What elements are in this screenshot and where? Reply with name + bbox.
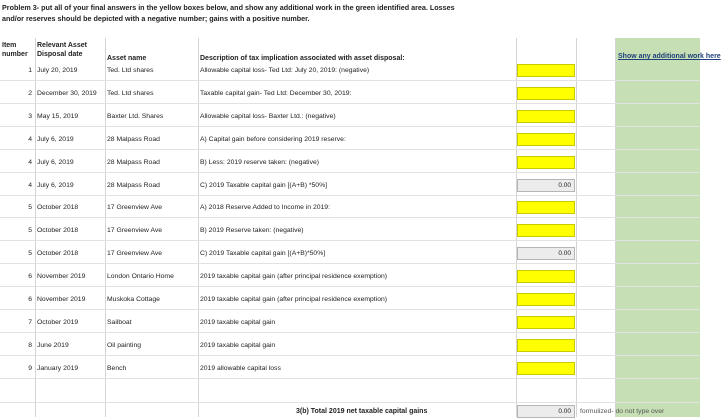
col-header-disposal-date: Disposal date bbox=[37, 51, 83, 58]
row-asset-name: Ted. Ltd shares bbox=[107, 67, 154, 74]
row-asset-name: Sailboat bbox=[107, 319, 132, 326]
row-divider bbox=[0, 355, 700, 356]
row-description: C) 2019 Taxable capital gain [(A+B)*50%] bbox=[200, 250, 326, 257]
row-asset-name: Muskoka Cottage bbox=[107, 296, 160, 303]
total-value: 0.00 bbox=[558, 408, 571, 415]
row-disposal-date: July 6, 2019 bbox=[37, 136, 74, 143]
answer-input-box[interactable] bbox=[517, 316, 575, 329]
answer-input-box[interactable] bbox=[517, 339, 575, 352]
row-item-number: 5 bbox=[28, 250, 32, 257]
row-asset-name: Oil painting bbox=[107, 342, 142, 349]
row-disposal-date: October 2018 bbox=[37, 204, 79, 211]
row-item-number: 6 bbox=[28, 296, 32, 303]
row-asset-name: 17 Greenview Ave bbox=[107, 250, 163, 257]
answer-input-box[interactable] bbox=[517, 133, 575, 146]
col-header-description: Description of tax implication associated with asset disposal: bbox=[200, 55, 405, 62]
row-disposal-date: October 2018 bbox=[37, 250, 79, 257]
row-item-number: 4 bbox=[28, 182, 32, 189]
row-asset-name: 28 Malpass Road bbox=[107, 136, 160, 143]
col-divider bbox=[615, 38, 616, 417]
row-asset-name: London Ontario Home bbox=[107, 273, 174, 280]
row-divider bbox=[0, 286, 700, 287]
col-header-asset: Relevant Asset bbox=[37, 42, 87, 49]
row-description: 2019 taxable capital gain bbox=[200, 319, 276, 326]
answer-value: 0.00 bbox=[558, 182, 571, 189]
additional-work-area[interactable] bbox=[616, 38, 721, 417]
row-item-number: 5 bbox=[28, 227, 32, 234]
total-value-box bbox=[517, 405, 575, 418]
row-item-number: 4 bbox=[28, 159, 32, 166]
answer-input-box[interactable] bbox=[517, 87, 575, 100]
row-description: 2019 taxable capital gain (after principal residence exemption) bbox=[200, 296, 388, 303]
row-divider bbox=[0, 172, 700, 173]
row-description: Allowable capital loss- Baxter Ltd.: (negative) bbox=[200, 113, 336, 120]
row-asset-name: Ted. Ltd shares bbox=[107, 90, 154, 97]
row-item-number: 6 bbox=[28, 273, 32, 280]
row-description: Allowable capital loss- Ted Ltd: July 20, 2019: (negative) bbox=[200, 67, 370, 74]
row-description: 2019 taxable capital gain (after principal residence exemption) bbox=[200, 273, 388, 280]
row-item-number: 9 bbox=[28, 365, 32, 372]
row-description: B) 2019 Reserve taken: (negative) bbox=[200, 227, 304, 234]
row-divider bbox=[0, 217, 700, 218]
row-disposal-date: July 6, 2019 bbox=[37, 182, 74, 189]
row-item-number: 1 bbox=[28, 67, 32, 74]
row-divider bbox=[0, 240, 700, 241]
row-divider bbox=[0, 263, 700, 264]
row-disposal-date: May 15, 2019 bbox=[37, 113, 79, 120]
row-disposal-date: January 2019 bbox=[37, 365, 79, 372]
row-asset-name: Bench bbox=[107, 365, 127, 372]
col-divider bbox=[576, 38, 577, 417]
row-disposal-date: July 20, 2019 bbox=[37, 67, 78, 74]
row-divider bbox=[0, 378, 700, 379]
answer-input-box[interactable] bbox=[517, 64, 575, 77]
row-item-number: 2 bbox=[28, 90, 32, 97]
answer-input-box[interactable] bbox=[517, 293, 575, 306]
row-divider bbox=[0, 402, 700, 403]
row-asset-name: 17 Greenview Ave bbox=[107, 227, 163, 234]
answer-input-box[interactable] bbox=[517, 201, 575, 214]
row-asset-name: Baxter Ltd. Shares bbox=[107, 113, 164, 120]
row-description: Taxable capital gain- Ted Ltd: December 30, 2019: bbox=[200, 90, 352, 97]
col-divider bbox=[105, 38, 106, 417]
total-note: formulized- do not type over bbox=[580, 408, 665, 415]
answer-input-box[interactable] bbox=[517, 270, 575, 283]
row-divider bbox=[0, 103, 700, 104]
col-header-number: number bbox=[2, 51, 28, 58]
row-item-number: 5 bbox=[28, 204, 32, 211]
row-asset-name: 17 Greenview Ave bbox=[107, 204, 163, 211]
answer-formula-box bbox=[517, 179, 575, 192]
row-asset-name: 28 Malpass Road bbox=[107, 159, 160, 166]
row-description: 2019 taxable capital gain bbox=[200, 342, 276, 349]
instructions-line-2: and/or reserves should be depicted with a negative number; gains with a positive number. bbox=[2, 14, 310, 23]
row-item-number: 7 bbox=[28, 319, 32, 326]
row-item-number: 4 bbox=[28, 136, 32, 143]
row-divider bbox=[0, 80, 700, 81]
row-description: A) Capital gain before considering 2019 reserve: bbox=[200, 136, 346, 143]
answer-input-box[interactable] bbox=[517, 362, 575, 375]
answer-value: 0.00 bbox=[558, 250, 571, 257]
row-disposal-date: June 2019 bbox=[37, 342, 69, 349]
row-disposal-date: October 2019 bbox=[37, 319, 79, 326]
row-item-number: 8 bbox=[28, 342, 32, 349]
row-description: A) 2018 Reserve Added to Income in 2019: bbox=[200, 204, 330, 211]
col-header-item: Item bbox=[2, 42, 17, 49]
row-asset-name: 28 Malpass Road bbox=[107, 182, 160, 189]
instructions-line-1: Problem 3- put all of your final answers in the yellow boxes below, and show any additional work in the green identified area. Losses bbox=[2, 3, 455, 12]
instructions bbox=[2, 2, 602, 24]
answer-input-box[interactable] bbox=[517, 110, 575, 123]
col-header-asset-name: Asset name bbox=[107, 55, 147, 62]
row-divider bbox=[0, 149, 700, 150]
row-item-number: 3 bbox=[28, 113, 32, 120]
row-divider bbox=[0, 332, 700, 333]
row-description: 2019 allowable capital loss bbox=[200, 365, 281, 372]
answer-input-box[interactable] bbox=[517, 156, 575, 169]
row-disposal-date: October 2018 bbox=[37, 227, 79, 234]
row-disposal-date: December 30, 2019 bbox=[37, 90, 97, 97]
answer-formula-box bbox=[517, 247, 575, 260]
row-disposal-date: November 2019 bbox=[37, 296, 86, 303]
show-work-header: Show any additional work here bbox=[618, 53, 721, 60]
row-description: C) 2019 Taxable capital gain [(A+B) *50%] bbox=[200, 182, 328, 189]
col-divider bbox=[198, 38, 199, 417]
row-description: B) Less: 2019 reserve taken: (negative) bbox=[200, 159, 320, 166]
col-divider bbox=[35, 38, 36, 417]
row-divider bbox=[0, 195, 700, 196]
answer-input-box[interactable] bbox=[517, 224, 575, 237]
row-disposal-date: November 2019 bbox=[37, 273, 86, 280]
row-divider bbox=[0, 126, 700, 127]
row-disposal-date: July 6, 2019 bbox=[37, 159, 74, 166]
total-label: 3(b) Total 2019 net taxable capital gains bbox=[296, 408, 428, 415]
row-divider bbox=[0, 309, 700, 310]
